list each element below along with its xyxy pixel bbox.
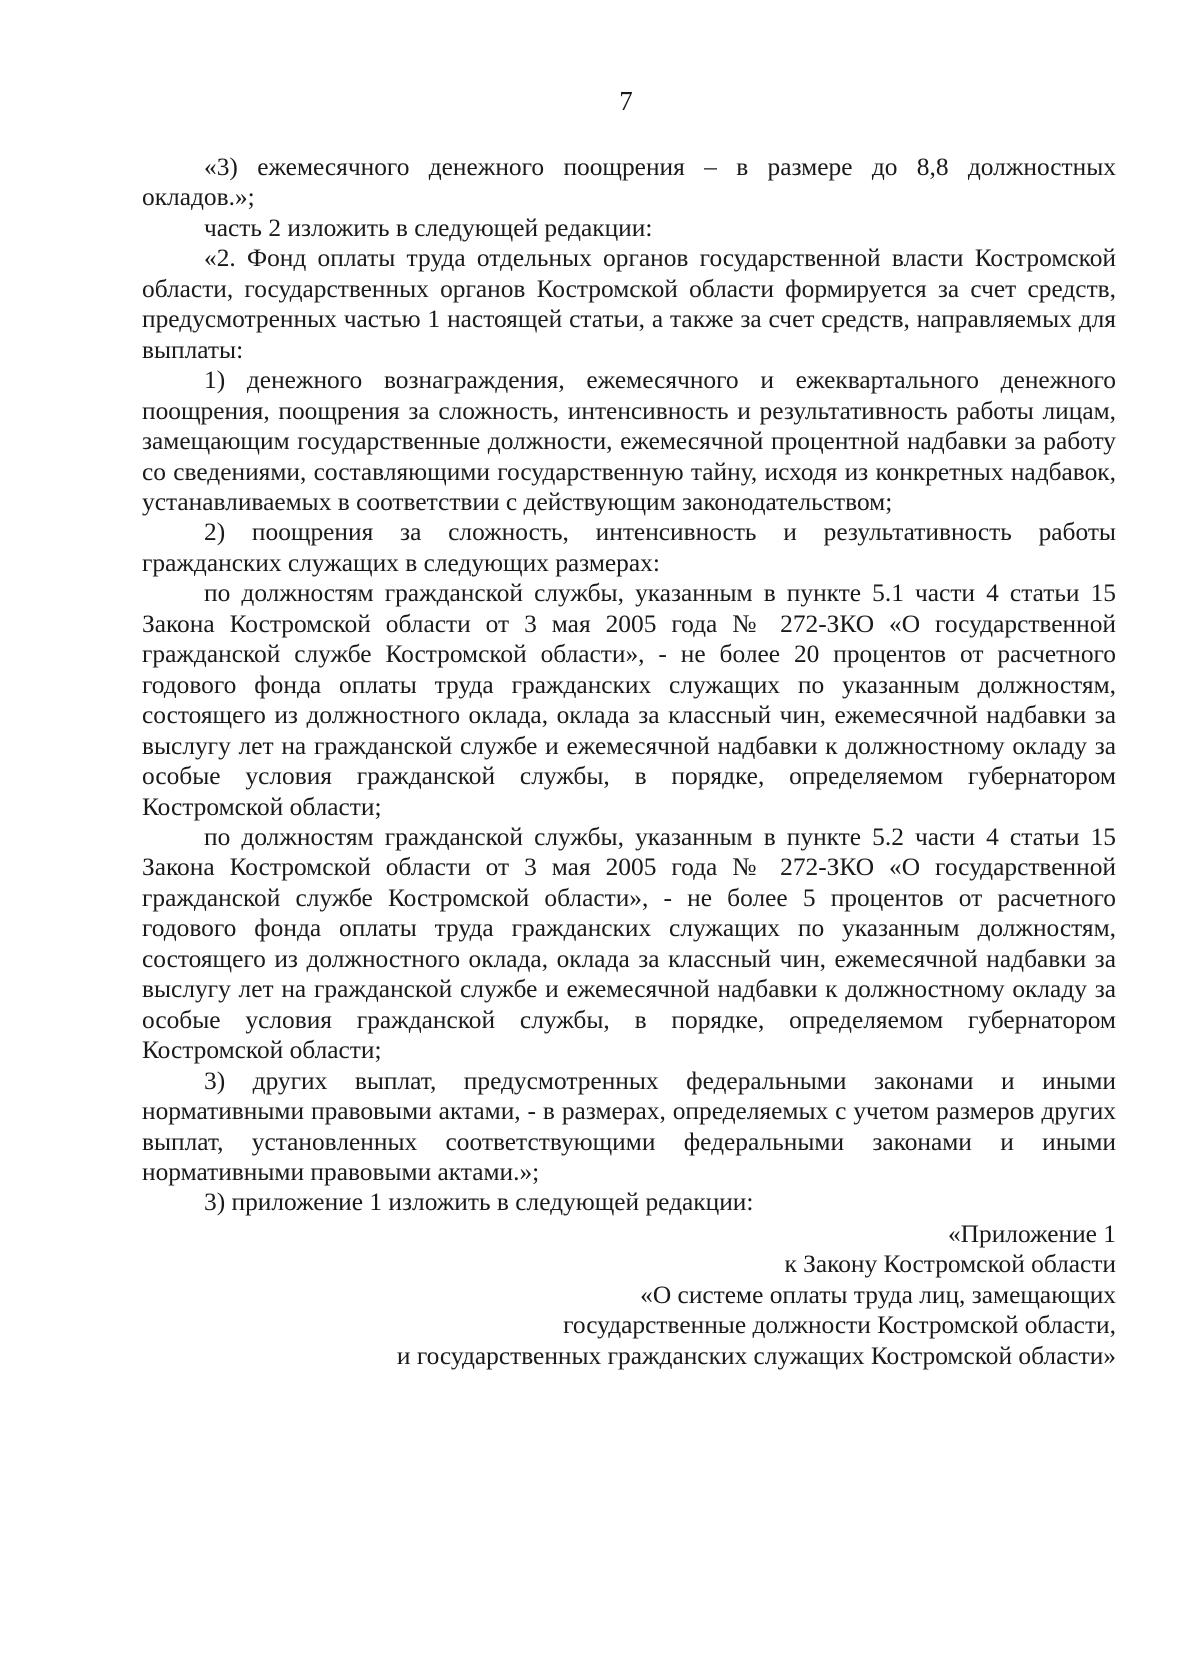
paragraph-item-3-bonus: «3) ежемесячного денежного поощрения – в размере до 8,8 должностных окладов.»; — [142, 153, 1116, 212]
paragraph-appendix-instruction: 3) приложение 1 изложить в следующей редакции: — [204, 1188, 754, 1217]
paragraph-wage-fund: «2. Фонд оплаты труда отдельных органов государственной власти Костромской области, государственных органов Костромской области формируется за счет средств, предусмотренных частью 1 настоящей статьи, а также за счет средств, направляемых для выплаты: — [142, 244, 1116, 364]
page-number: 7 — [619, 86, 633, 116]
paragraph-positions-5-2: по должностям гражданской службы, указанным в пункте 5.2 части 4 статьи 15 Закона Костромской области от 3 мая 2005 года № 272-ЗКО «О государственной гражданской службе Костромской области», - не более 5 процентов от расчетного годового фонда оплаты труда гражданских служащих по указанным должностям, состоящего из должностного оклада, оклада за классный чин, ежемесячной надбавки за выслугу лет на гражданской службе и ежемесячной надбавки к должностному окладу за особые условия гражданской службы, в порядке, определяемом губернатором Костромской области; — [142, 822, 1116, 1065]
document-body — [142, 152, 1116, 1371]
paragraph-point-2: 2) поощрения за сложность, интенсивность и результативность работы гражданских служащих в следующих размерах: — [142, 518, 1116, 577]
appendix-heading-line: к Закону Костромской области — [784, 1250, 1116, 1279]
paragraph-part-2-instruction: часть 2 изложить в следующей редакции: — [204, 213, 653, 242]
appendix-heading — [142, 1219, 1116, 1372]
appendix-heading-line: и государственных гражданских служащих Костромской области» — [396, 1341, 1116, 1370]
paragraph-point-3: 3) других выплат, предусмотренных федеральными законами и иными нормативными правовыми актами, - в размерах, определяемых с учетом размеров других выплат, установленных соответствующими федеральными законами и иными нормативными правовыми актами.»; — [142, 1066, 1116, 1186]
paragraph-point-1: 1) денежного вознаграждения, ежемесячного и ежеквартального денежного поощрения, поощрения за сложность, интенсивность и результативность работы лицам, замещающим государственные должности, ежемесячной процентной надбавки за работу со сведениями, составляющими государственную тайну, исходя из конкретных надбавок, устанавливаемых в соответствии с действующим законодательством; — [142, 366, 1116, 516]
appendix-heading-line: государственные должности Костромской области, — [563, 1311, 1116, 1340]
appendix-heading-line: «Приложение 1 — [947, 1219, 1116, 1248]
paragraph-positions-5-1: по должностям гражданской службы, указанным в пункте 5.1 части 4 статьи 15 Закона Костромской области от 3 мая 2005 года № 272-ЗКО «О государственной гражданской службе Костромской области», - не более 20 процентов от расчетного годового фонда оплаты труда гражданских служащих по указанным должностям, состоящего из должностного оклада, оклада за классный чин, ежемесячной надбавки за выслугу лет на гражданской службе и ежемесячной надбавки к должностному окладу за особые условия гражданской службы, в порядке, определяемом губернатором Костромской области; — [142, 579, 1116, 821]
appendix-heading-line: «О системе оплаты труда лиц, замещающих — [640, 1280, 1116, 1309]
